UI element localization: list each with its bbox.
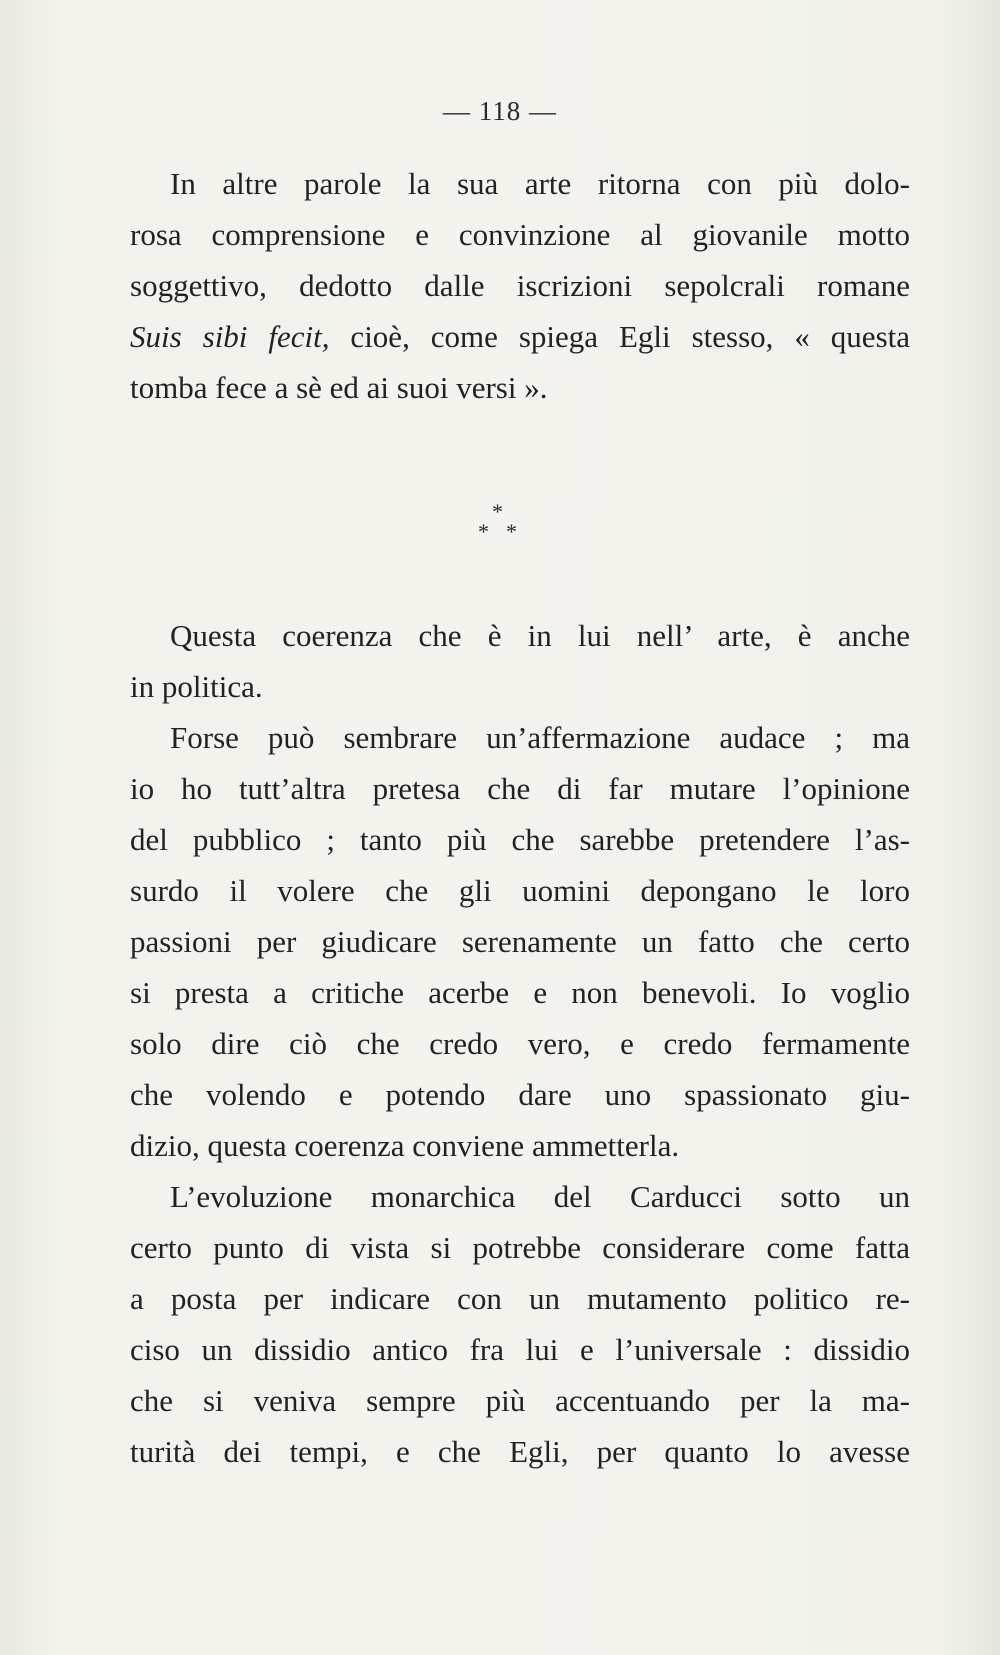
section-2 xyxy=(130,610,910,1477)
text-line xyxy=(130,311,910,362)
text-line: del pubblico ; tanto più che sarebbe pretendere l’as- xyxy=(130,822,910,857)
text-line: L’evoluzione monarchica del Carducci sotto un xyxy=(170,1179,910,1214)
asterisk-icon: * xyxy=(478,519,489,544)
text-line: tomba fece a sè ed ai suoi versi ». xyxy=(130,370,548,405)
latin-motto: Suis sibi fecit, xyxy=(130,319,330,354)
text-line-rest: cioè, come spiega Egli stesso, « questa xyxy=(329,319,910,354)
page-number: — 118 — xyxy=(443,96,557,126)
text-line: in politica. xyxy=(130,669,263,704)
text-line: che volendo e potendo dare uno spassionato giu- xyxy=(130,1077,910,1112)
text-line: rosa comprensione e convinzione al giovanile motto xyxy=(130,217,910,252)
asterism-separator xyxy=(0,499,1000,552)
text-line: soggettivo, dedotto dalle iscrizioni sepolcrali romane xyxy=(130,268,910,303)
text-line: Forse può sembrare un’affermazione audace ; ma xyxy=(170,720,910,755)
text-line: passioni per giudicare serenamente un fatto che certo xyxy=(130,924,910,959)
text-line: io ho tutt’altra pretesa che di far mutare l’opinione xyxy=(130,771,910,806)
text-line: Questa coerenza che è in lui nell’ arte, è anche xyxy=(170,618,910,653)
text-line: certo punto di vista si potrebbe considerare come fatta xyxy=(130,1230,910,1265)
text-line: si presta a critiche acerbe e non benevoli. Io voglio xyxy=(130,975,910,1010)
text-line: solo dire ciò che credo vero, e credo fermamente xyxy=(130,1026,910,1061)
paragraph-1 xyxy=(130,158,910,413)
text-line: surdo il volere che gli uomini depongano le loro xyxy=(130,873,910,908)
asterisk-icon: * xyxy=(506,519,517,544)
text-line: In altre parole la sua arte ritorna con più dolo- xyxy=(170,166,910,201)
text-line: che si veniva sempre più accentuando per la ma- xyxy=(130,1383,910,1418)
text-line: turità dei tempi, e che Egli, per quanto lo avesse xyxy=(130,1434,910,1469)
text-line: ciso un dissidio antico fra lui e l’universale : dissidio xyxy=(130,1332,910,1367)
text-line: a posta per indicare con un mutamento politico re- xyxy=(130,1281,910,1316)
text-line: dizio, questa coerenza conviene ammetterla. xyxy=(130,1128,680,1163)
asterisk-icon: * xyxy=(492,499,503,524)
